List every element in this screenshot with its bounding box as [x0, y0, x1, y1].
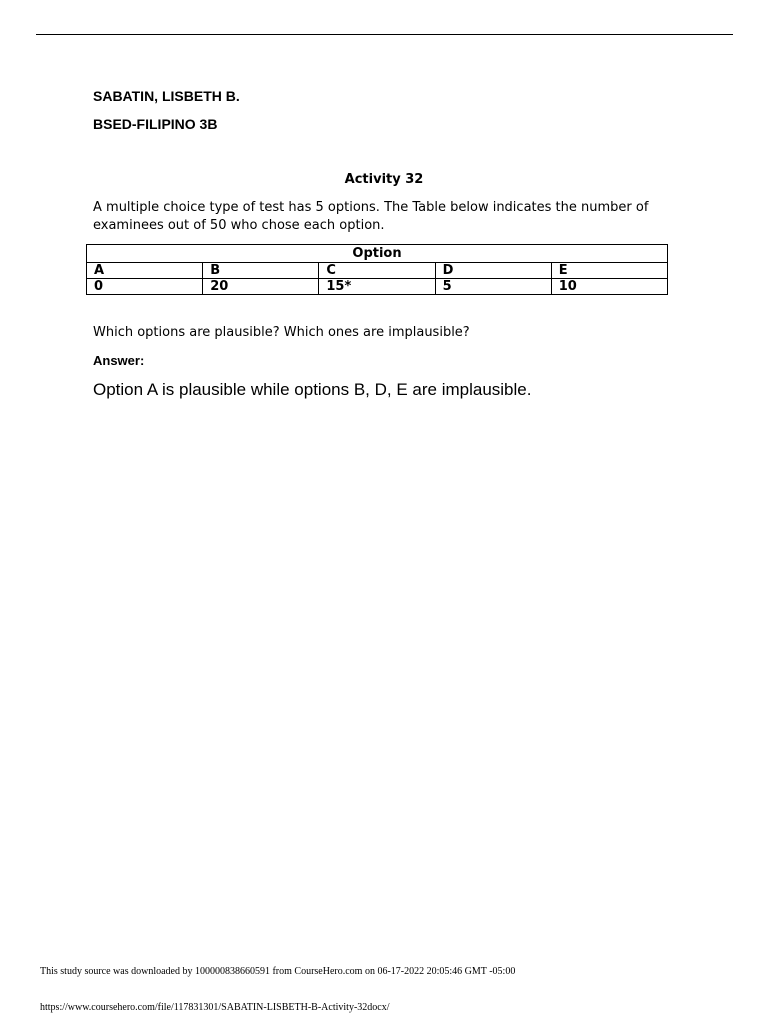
option-letter-cell: B — [203, 263, 319, 279]
option-letter-cell: E — [551, 263, 667, 279]
activity-title: Activity 32 — [344, 172, 424, 187]
option-count-cell: 5 — [435, 279, 551, 295]
student-name: SABATIN, LISBETH B. — [93, 88, 240, 104]
option-letter-cell: A — [87, 263, 203, 279]
table-header: Option — [87, 245, 668, 263]
option-counts-row — [87, 279, 668, 295]
options-table — [86, 244, 668, 295]
answer-text: Option A is plausible while options B, D, E are implausible. — [93, 380, 532, 399]
option-letter-cell: C — [319, 263, 435, 279]
option-letters-row — [87, 263, 668, 279]
answer-label: Answer: — [93, 353, 145, 368]
student-course: BSED-FILIPINO 3B — [93, 116, 218, 132]
option-count-cell: 15* — [319, 279, 435, 295]
option-count-cell: 10 — [551, 279, 667, 295]
header-divider — [36, 34, 733, 35]
option-count-cell: 0 — [87, 279, 203, 295]
option-count-cell: 20 — [203, 279, 319, 295]
download-note: This study source was downloaded by 100000838660591 from CourseHero.com on 06-17-2022 20:05:46 GMT -05:00 — [40, 966, 516, 977]
question-text: Which options are plausible? Which ones are implausible? — [93, 325, 470, 340]
source-url: https://www.coursehero.com/file/117831301/SABATIN-LISBETH-B-Activity-32docx/ — [40, 1002, 390, 1013]
table-header-row — [87, 245, 668, 263]
activity-intro: A multiple choice type of test has 5 options. The Table below indicates the number of examinees out of 50 who chose each option. — [93, 200, 649, 233]
option-letter-cell: D — [435, 263, 551, 279]
